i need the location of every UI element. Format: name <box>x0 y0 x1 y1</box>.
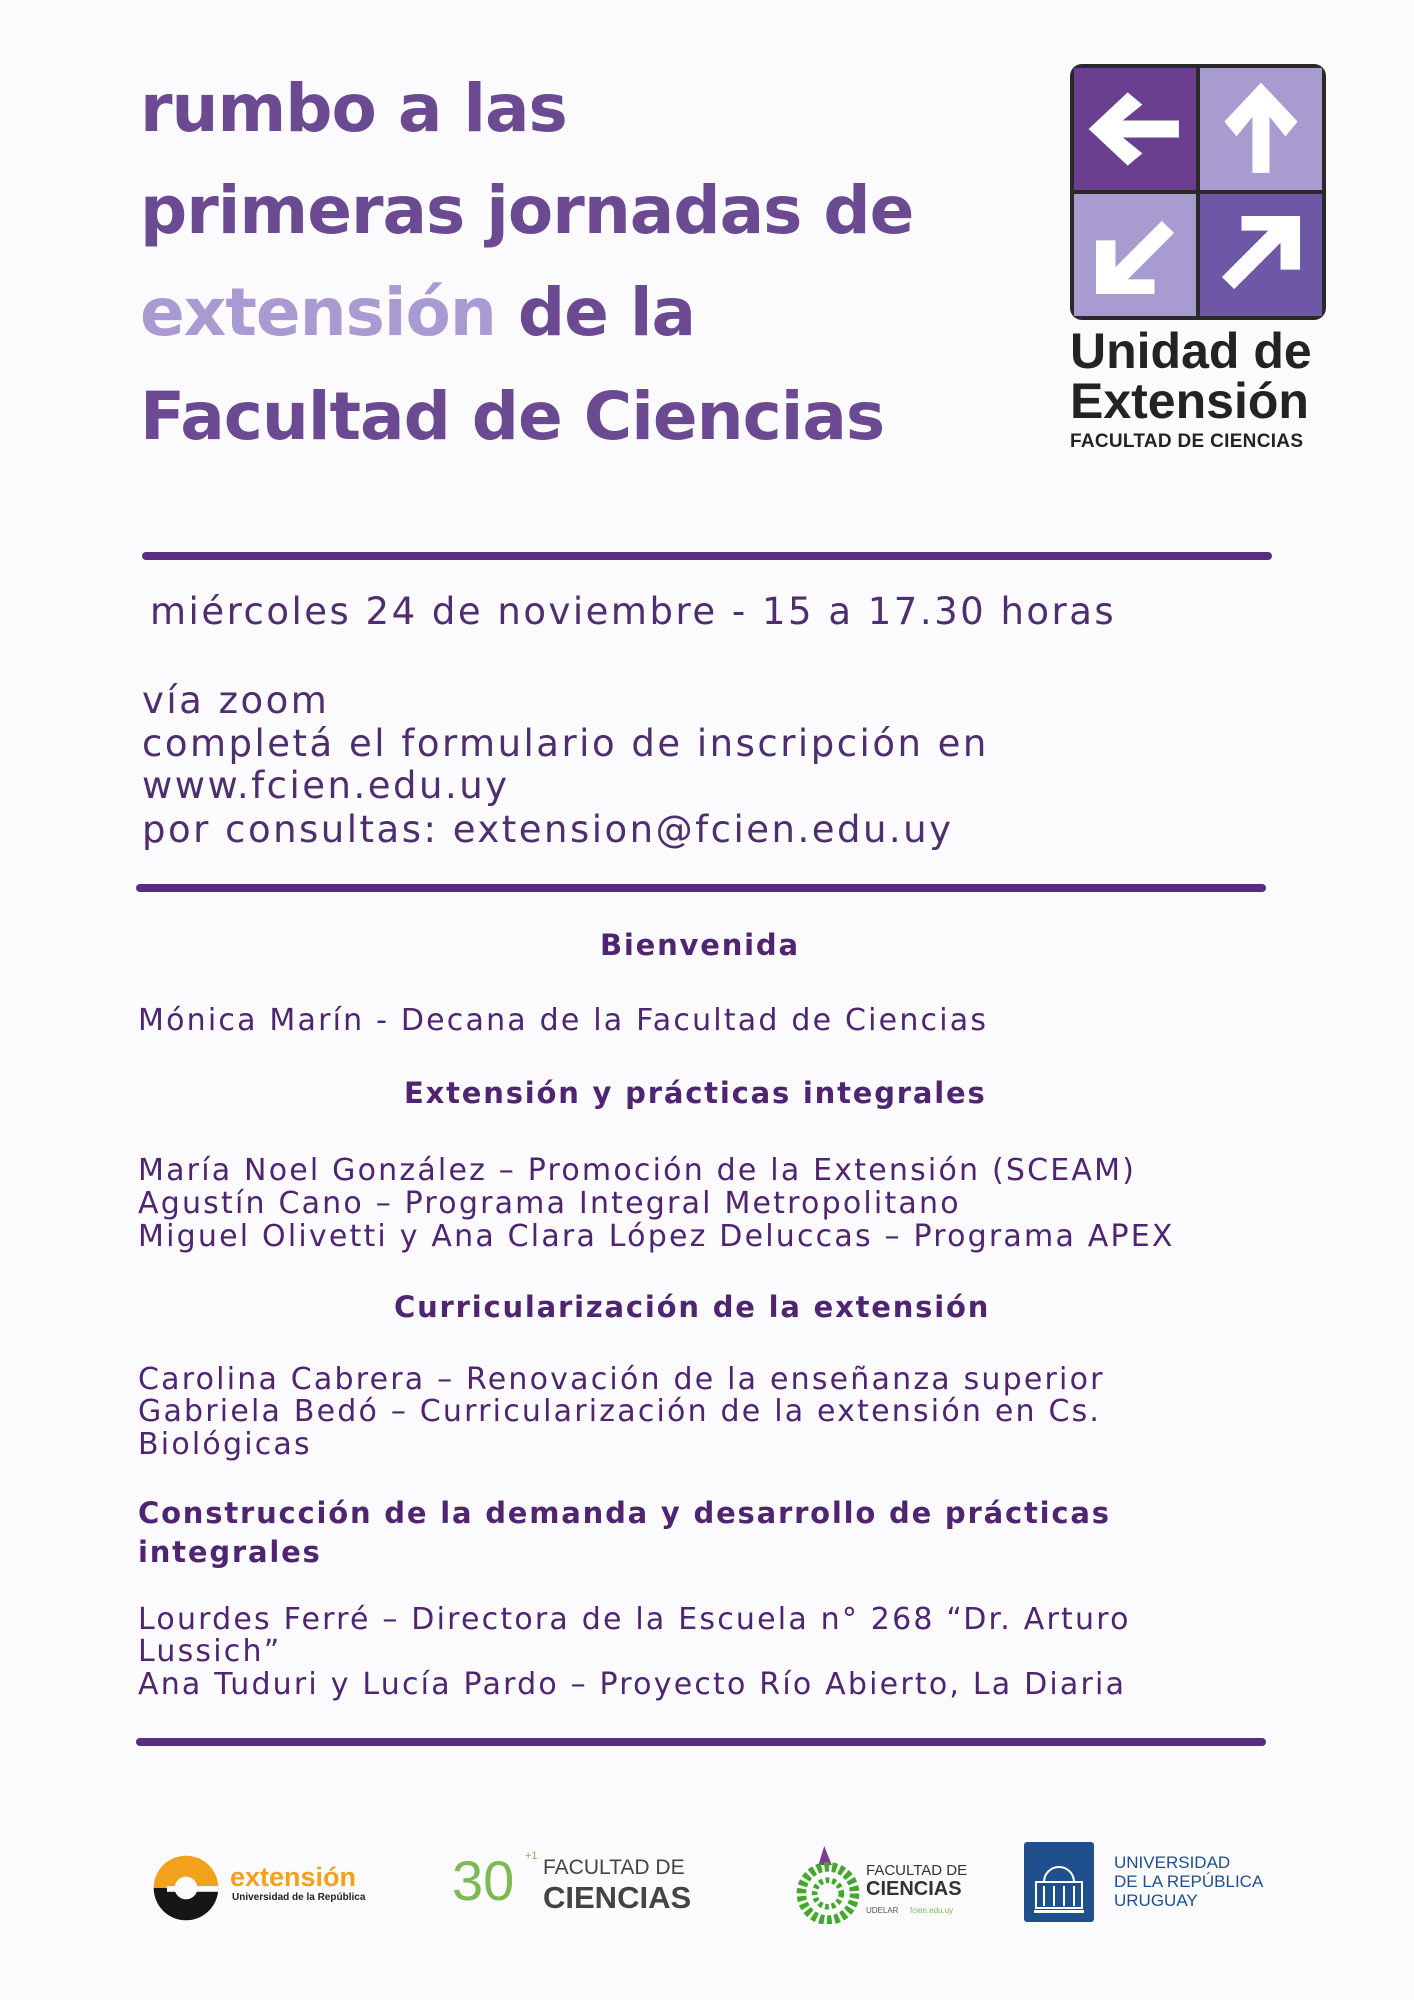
udelar-seal-icon <box>1024 1842 1094 1922</box>
section-heading-extension-practicas: Extensión y prácticas integrales <box>404 1076 987 1110</box>
event-form: completá el formulario de inscripción en <box>142 722 989 765</box>
arrow-down-left-icon <box>1074 194 1196 316</box>
section-heading-construccion: Construcción de la demanda y desarrollo de prácticas <box>138 1496 1111 1530</box>
unidad-extension-logo <box>1070 64 1326 320</box>
fcien-logo-icon <box>790 1844 866 1924</box>
fcien-line-3a: UDELAR <box>866 1906 899 1915</box>
fc30-superscript: +1 <box>525 1850 538 1862</box>
udelar-line-2: DE LA REPÚBLICA <box>1114 1872 1264 1891</box>
program-line: Agustín Cano – Programa Integral Metropolitano <box>138 1186 961 1221</box>
title-line-1: rumbo a las <box>140 70 567 147</box>
logo-line-2: Extensión <box>1070 373 1309 429</box>
section-heading-construccion-2: integrales <box>138 1535 322 1569</box>
section-heading-bienvenida: Bienvenida <box>600 928 800 962</box>
divider <box>136 884 1266 892</box>
arrow-up-right-icon <box>1200 194 1322 316</box>
program-line: Carolina Cabrera – Renovación de la enseñanza superior <box>138 1362 1105 1397</box>
udelar-line-3: URUGUAY <box>1114 1891 1198 1910</box>
program-line: Ana Tuduri y Lucía Pardo – Proyecto Río Abierto, La Diaria <box>138 1667 1127 1702</box>
program-line: Lussich” <box>138 1634 282 1669</box>
arrow-left-icon <box>1074 68 1196 190</box>
extension-logo-word: extensión <box>230 1862 357 1892</box>
title-highlight: extensión <box>140 274 496 351</box>
program-line: Gabriela Bedó – Curricularización de la extensión en Cs. <box>138 1394 1102 1429</box>
extension-logo-icon <box>148 1850 224 1926</box>
fc30-line-1: FACULTAD DE <box>543 1856 685 1879</box>
extension-logo-sub: Universidad de la República <box>232 1892 366 1903</box>
program-line: Mónica Marín - Decana de la Facultad de Ciencias <box>138 1003 989 1038</box>
title-line-4: Facultad de Ciencias <box>140 378 885 455</box>
event-url[interactable]: www.fcien.edu.uy <box>142 764 510 807</box>
event-date: miércoles 24 de noviembre - 15 a 17.30 horas <box>150 590 1117 633</box>
arrow-up-icon <box>1200 68 1322 190</box>
fc30-number: 30 <box>452 1849 515 1912</box>
program-line: Biológicas <box>138 1427 312 1462</box>
logo-line-1: Unidad de <box>1070 323 1312 379</box>
divider <box>136 1738 1266 1746</box>
event-via: vía zoom <box>142 679 330 722</box>
fc30-line-2: CIENCIAS <box>543 1880 692 1915</box>
title-line-3 <box>140 274 695 351</box>
fcien-line-3b[interactable]: fcien.edu.uy <box>910 1906 954 1915</box>
program-line: María Noel González – Promoción de la Extensión (SCEAM) <box>138 1153 1137 1188</box>
title-line-2: primeras jornadas de <box>140 172 914 249</box>
fcien-line-2: CIENCIAS <box>866 1878 962 1900</box>
program-line: Miguel Olivetti y Ana Clara López Deluccas – Programa APEX <box>138 1219 1175 1254</box>
divider <box>142 552 1272 560</box>
section-heading-curricularizacion: Curricularización de la extensión <box>394 1290 991 1324</box>
fcien-line-1: FACULTAD DE <box>866 1862 968 1879</box>
udelar-line-1: UNIVERSIDAD <box>1114 1853 1231 1872</box>
program-line: Lourdes Ferré – Directora de la Escuela n° 268 “Dr. Arturo <box>138 1602 1131 1637</box>
title-line-3-rest: de la <box>495 274 695 351</box>
logo-line-3: FACULTAD DE CIENCIAS <box>1070 431 1304 452</box>
event-contact[interactable]: por consultas: extension@fcien.edu.uy <box>142 808 954 851</box>
